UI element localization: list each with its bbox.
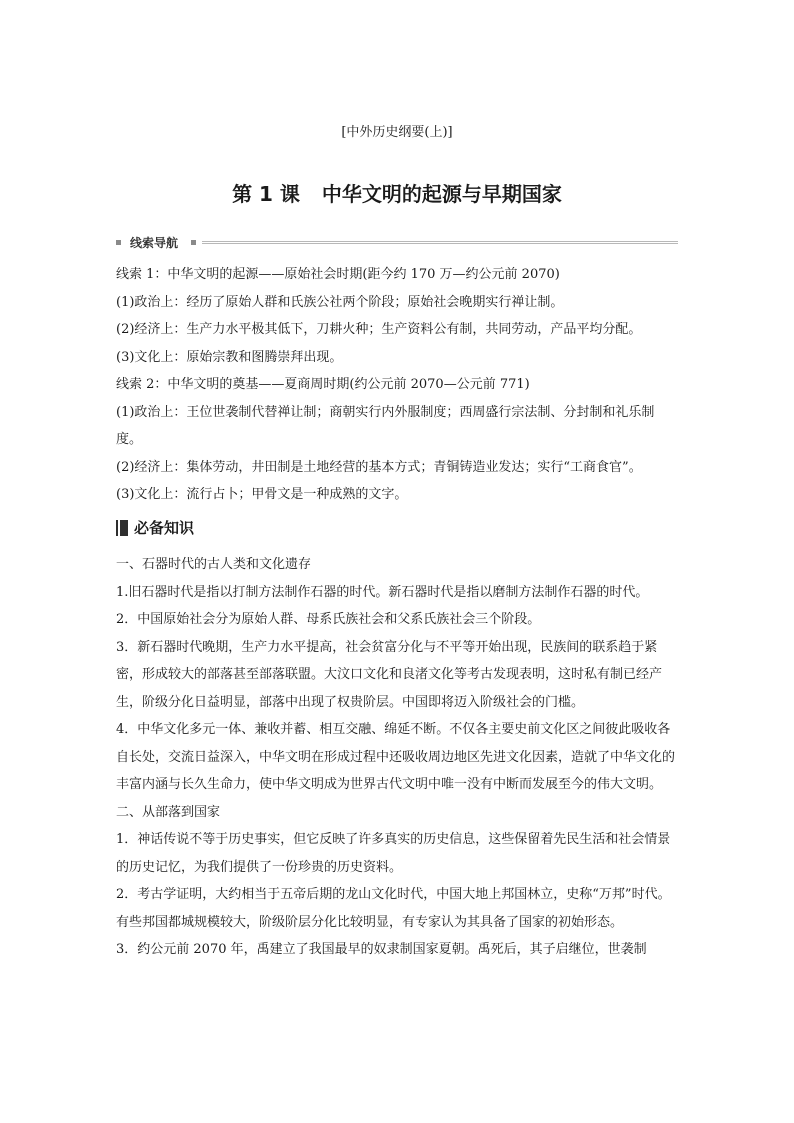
square-bullet-icon <box>116 240 121 245</box>
clue-line: (1)政治上：经历了原始人群和氏族公社两个阶段；原始社会晚期实行禅让制。 <box>116 294 564 310</box>
knowledge-item: 1.旧石器时代是指以打制方法制作石器的时代。新石器时代是指以磨制方法制作石器的时代。 <box>116 584 649 600</box>
lesson-number: 第 1 课 <box>232 182 300 206</box>
knowledge-label: 必备知识 <box>134 519 195 537</box>
knowledge-item: 2．中国原始社会分为原始人群、母系氏族社会和父系氏族社会三个阶段。 <box>116 612 541 627</box>
lesson-name: 中华文明的起源与早期国家 <box>321 182 562 206</box>
subsection-title: 一、石器时代的古人类和文化遗存 <box>116 557 312 572</box>
knowledge-item: 2．考古学证明，大约相当于五帝后期的龙山文化时代，中国大地上邦国林立，史称“万邦”时代。有些邦国都城规模较大，阶级阶层分化比较明显，有专家认为其具备了国家的初始形态。 <box>116 887 671 930</box>
clue-line: 线索 1：中华文明的起源——原始社会时期(距今约 170 万—约公元前 2070) <box>116 267 560 282</box>
section-bar-icon <box>116 520 128 536</box>
knowledge-item: 4．中华文化多元一体、兼收并蓄、相互交融、绵延不断。不仅各主要史前文化区之间彼此吸收各自长处，交流日益深入，中华文明在形成过程中还吸收周边地区先进文化因素，造就了中华文化的丰富内涵与长久生命力，使中华文明成为世界古代文明中唯一没有中断而发展至今的伟大文明。 <box>116 722 676 792</box>
clue-nav-label: 线索导航 <box>130 236 179 250</box>
textbook-tag: [中外历史纲要(上)] <box>341 125 453 140</box>
subsection-title: 二、从部落到国家 <box>116 804 221 820</box>
divider-rule <box>202 241 678 244</box>
clue-line: 线索 2：中华文明的奠基——夏商周时期(约公元前 2070—公元前 771) <box>116 377 530 392</box>
clue-line: (3)文化上：流行占卜；甲骨文是一种成熟的文字。 <box>116 487 408 502</box>
clue-line: (2)经济上：集体劳动，井田制是土地经营的基本方式；青铜铸造业发达；实行“工商食官”。 <box>116 459 642 475</box>
clue-line: (2)经济上：生产力水平极其低下，刀耕火种；生产资料公有制，共同劳动，产品平均分配。 <box>116 322 642 337</box>
knowledge-item: 3．约公元前 2070 年，禹建立了我国最早的奴隶制国家夏朝。禹死后，其子启继位，世袭制 <box>116 942 647 957</box>
knowledge-body <box>116 551 680 964</box>
clue-line: (1)政治上：王位世袭制代替禅让制；商朝实行内外服制度；西周盛行宗法制、分封制和礼乐制度。 <box>116 404 655 447</box>
square-bullet-icon <box>191 240 196 245</box>
clue-line: (3)文化上：原始宗教和图腾崇拜出现。 <box>116 349 343 365</box>
clue-nav-body <box>116 261 680 509</box>
clue-nav-header <box>116 235 678 251</box>
lesson-title <box>0 180 794 208</box>
knowledge-section-header <box>116 516 680 542</box>
knowledge-item: 1．神话传说不等于历史事实，但它反映了许多真实的历史信息，这些保留着先民生活和社会情景的历史记忆，为我们提供了一份珍贵的历史资料。 <box>116 832 671 875</box>
knowledge-item: 3．新石器时代晚期，生产力水平提高，社会贫富分化与不平等开始出现，民族间的联系趋于紧密，形成较大的部落甚至部落联盟。大汶口文化和良渚文化等考古发现表明，这时私有制已经产生，阶级分化日益明显，部落中出现了权贵阶层。中国即将迈入阶级社会的门槛。 <box>116 639 663 710</box>
